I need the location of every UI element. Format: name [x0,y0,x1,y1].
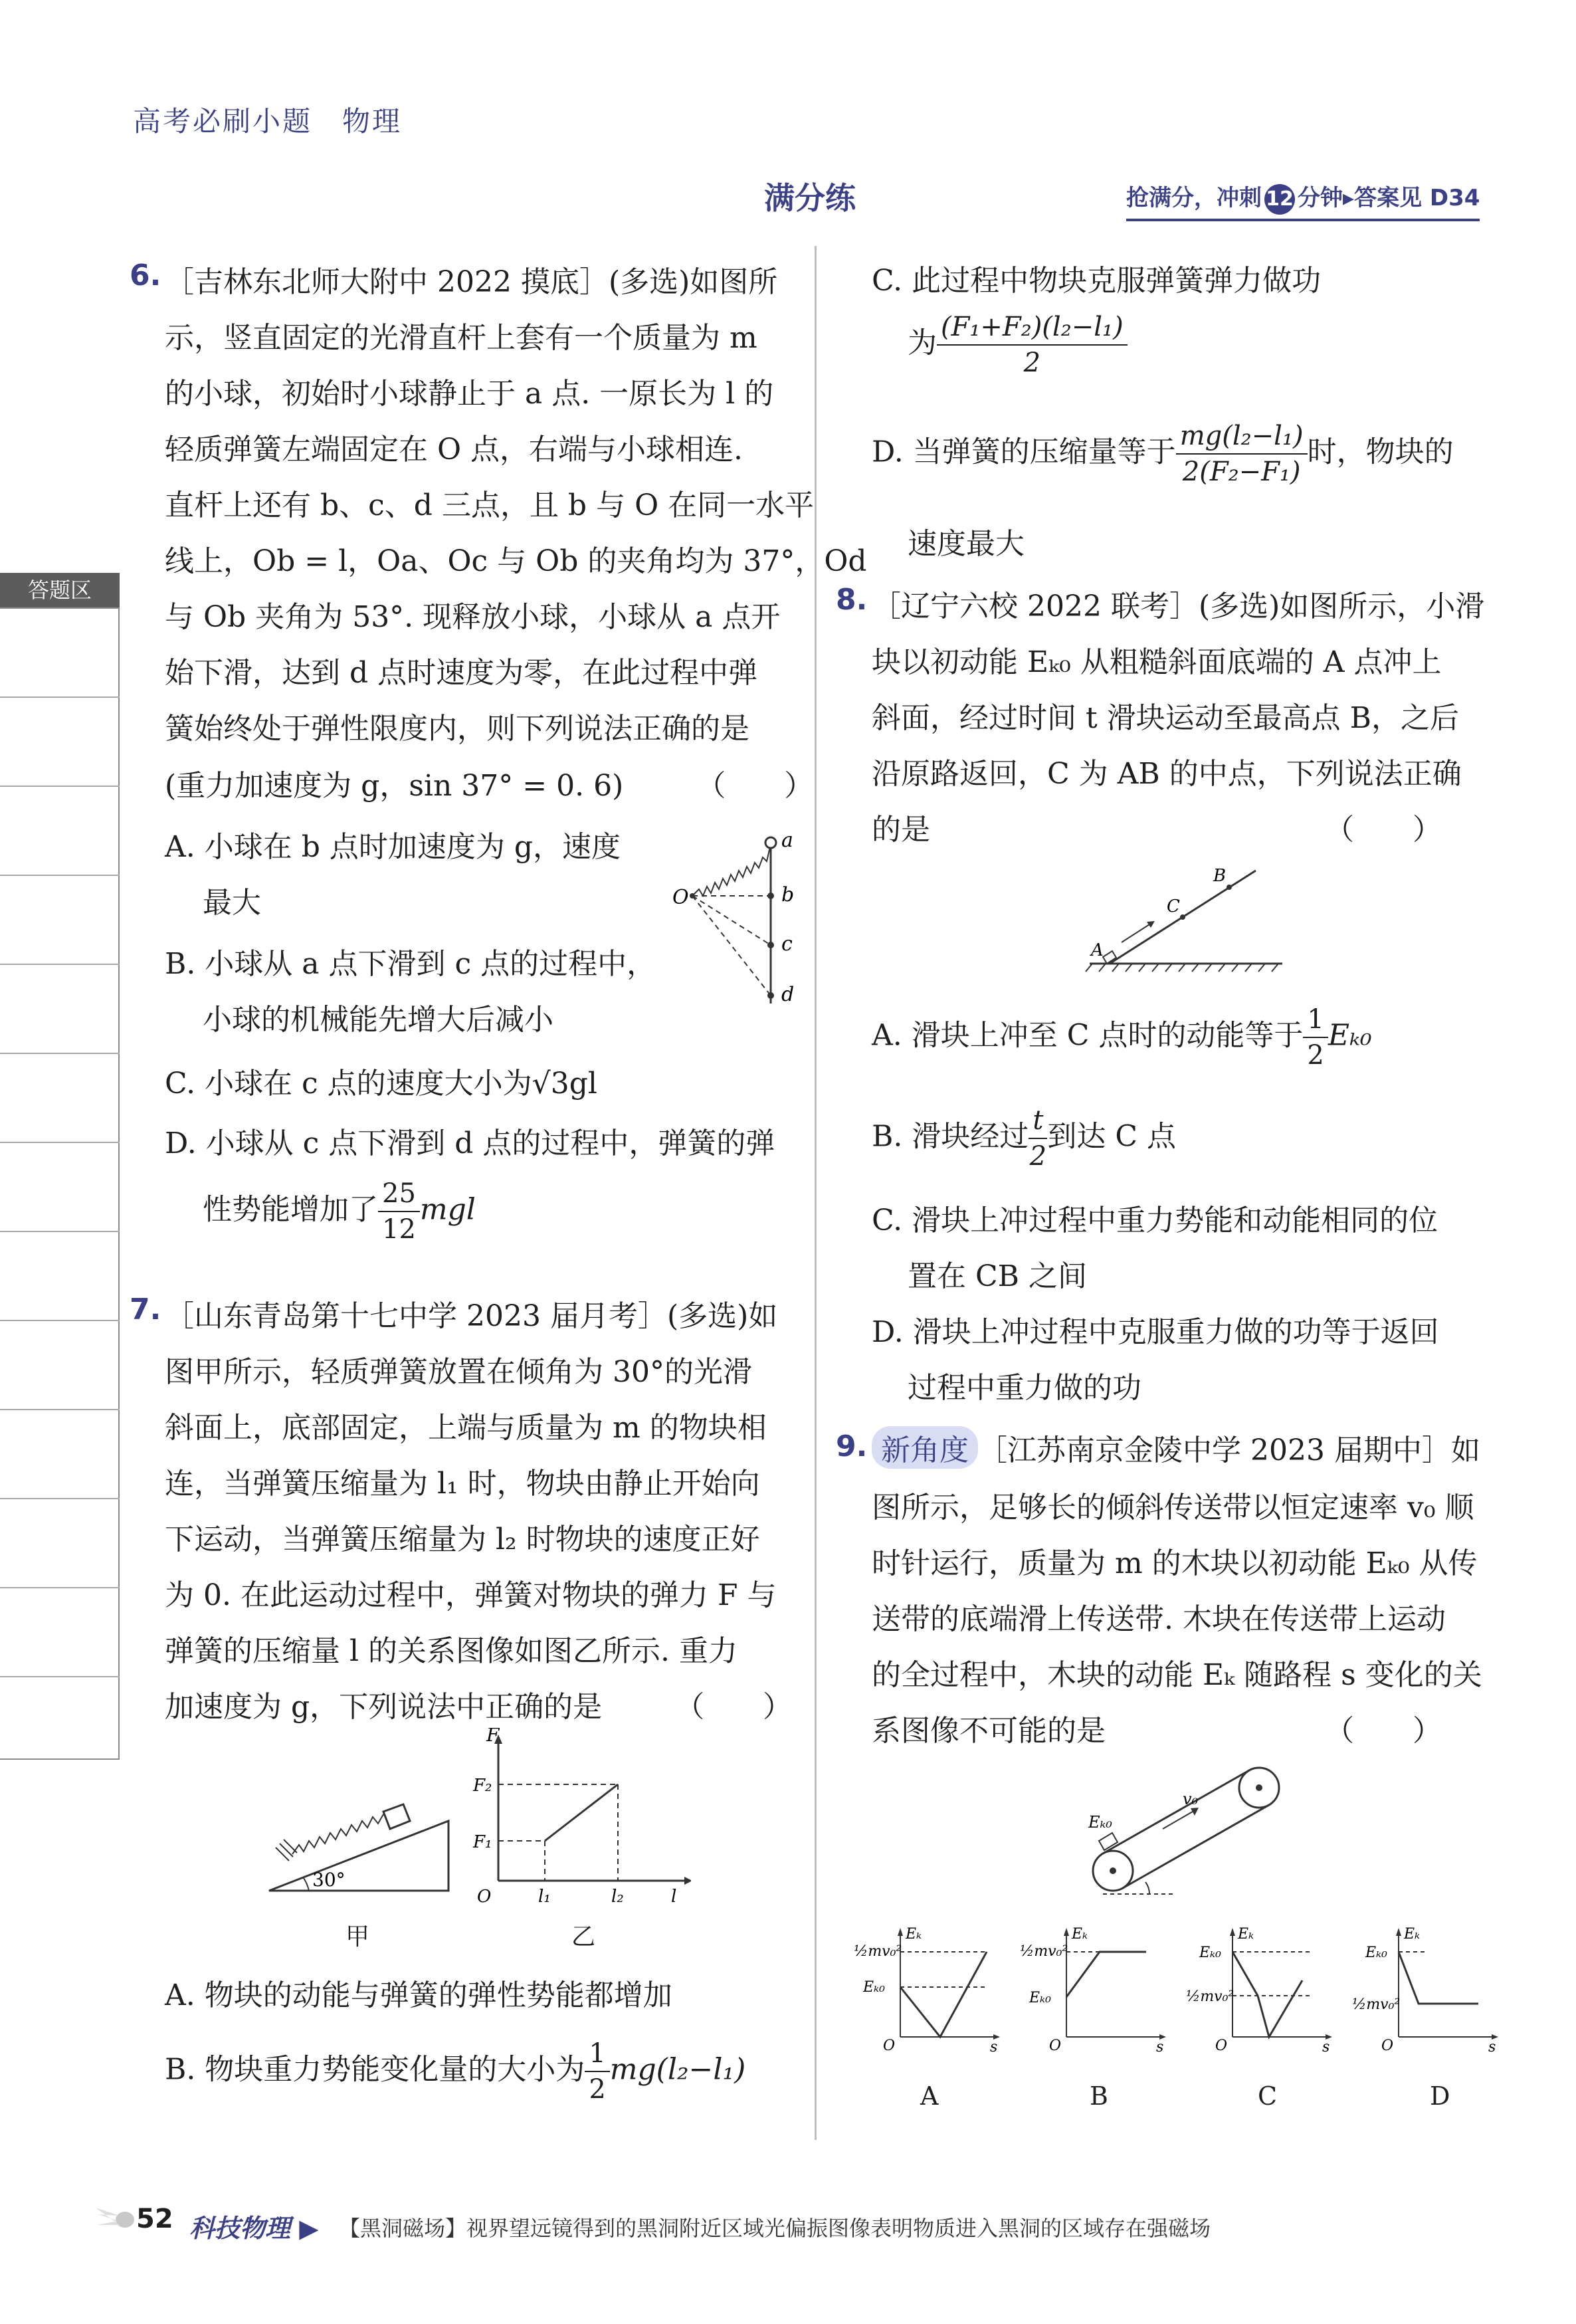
answer-area-rule [0,1320,120,1321]
option-a[interactable] [872,1002,1372,1073]
answer-area-rule [0,964,120,965]
y-label-mid: ½mv₀² [1186,1988,1234,2005]
question-text-line: 图甲所示，轻质弹簧放置在倾角为 30°的光滑 [165,1355,752,1389]
label-d: d [781,983,795,1006]
question-text-line: 送带的底端滑上传送带. 木块在传送带上运动 [872,1602,1446,1636]
origin: O [1049,2038,1062,2054]
option-d-cont [203,1176,476,1247]
column-divider [815,246,817,2140]
question-text-line: 弹簧的压缩量 l 的关系图像如图乙所示. 重力 [165,1634,738,1668]
question-text-line: 与 Ob 夹角为 53°. 现释放小球，小球从 a 点开 [165,600,781,634]
origin: O [1215,2038,1228,2054]
graph-a [854,1924,1007,2054]
fraction: $\frac{1}{2}$ [1303,1002,1328,1073]
dashed-od [692,896,771,996]
option-d-cont: 速度最大 [908,527,1025,561]
question-text-line: 加速度为 g，下列说法中正确的是 （ ） [165,1690,793,1724]
graph-a-label[interactable]: A [920,2081,939,2111]
minutes-badge: 12 [1264,184,1295,215]
axis-ek: Eₖ [1404,1926,1421,1943]
dashed-oc [692,896,771,945]
axis-f: F [486,1728,500,1746]
axis-l: l [671,1887,677,1907]
option-c-cont: 置在 CB 之间 [908,1259,1087,1293]
question-text-line: 的是 （ ） [872,813,1442,847]
option-a-cont: 最大 [203,886,261,920]
fraction: $\frac{\text{(F₁+F₂)(l₂−l₁)}}{2}$ [937,310,1128,380]
answer-area-tab: 答题区 [0,573,120,607]
option-b-cont: 小球的机械能先增大后减小 [203,1003,553,1037]
graph-d [1352,1924,1505,2054]
comet-icon [93,2200,140,2240]
option-c[interactable]: C. 滑块上冲过程中重力势能和动能相同的位 [872,1204,1438,1237]
figure-caption-right: 乙 [571,1923,596,1951]
question-text-line: 连，当弹簧压缩量为 l₁ 时，物块由静止开始向 [165,1467,760,1501]
question-text-line: ［山东青岛第十七中学 2023 届月考］(多选)如 [165,1299,778,1333]
label-b: B [1213,866,1227,886]
option-a[interactable]: A. 小球在 b 点时加速度为 g，速度 [165,830,621,864]
label-origin: O [477,1887,492,1907]
question-text-line: 轻质弹簧左端固定在 O 点，右端与小球相连. [165,433,743,467]
y-label-mid: ½mv₀² [1352,1996,1401,2013]
label-a: a [781,829,793,852]
graph-d-label[interactable]: D [1430,2081,1450,2111]
label-b: b [781,883,795,906]
fraction: $\frac{\text{mg(l₂−l₁)}}{\text{2(F₂−F₁)}}$ [1176,419,1308,489]
label-o: O [672,886,689,909]
axis-s: s [1488,2039,1496,2054]
option-a-prefix: A. 滑块上冲至 C 点时的动能等于 [872,1018,1304,1053]
figure-caption-left: 甲 [345,1923,370,1951]
answer-area-rule [0,1498,120,1499]
option-c[interactable]: C. 小球在 c 点的速度大小为√3gl [165,1067,597,1101]
option-d[interactable] [872,419,1454,489]
graph-c-label[interactable]: C [1258,2081,1278,2111]
ek-curve [900,1952,987,2037]
point-c [767,942,774,948]
question-text-line: (重力加速度为 g，sin 37° = 0. 6) （ ） [165,769,814,803]
question-text-line: 线上，Ob = l，Oa、Oc 与 Ob 的夹角均为 37°，Od [165,544,867,578]
y-label-top: ½mv₀² [1020,1943,1068,1960]
question-text-line: 簧始终处于弹性限度内，则下列说法正确的是 [165,712,749,746]
answer-area-rule [0,1053,120,1054]
section-title: 满分练 [764,180,856,216]
option-b[interactable]: B. 小球从 a 点下滑到 c 点的过程中， [165,947,656,981]
question-number: 9. [836,1429,868,1463]
question-text-line: 斜面上，底部固定，上端与质量为 m 的物块相 [165,1411,767,1445]
meta-prefix: 抢满分，冲刺 [1126,185,1262,211]
axis-s: s [990,2039,998,2054]
question-text-line: 沿原路返回，C 为 AB 的中点，下列说法正确 [872,757,1462,791]
y-label-top: ½mv₀² [854,1943,902,1960]
footer-brand: 科技物理 ▶ [189,2214,319,2243]
point-o [690,893,695,898]
question-text-line: 为 0. 在此运动过程中，弹簧对物块的弹力 F 与 [165,1578,777,1612]
point-b [767,893,774,899]
option-d-prefix: D. 当弹簧的压缩量等于 [872,435,1176,469]
y-label-mid: Eₖ₀ [863,1979,885,1996]
option-d-cont: 过程中重力做的功 [908,1371,1141,1405]
graph-b [1020,1924,1173,2054]
y-label-top: Eₖ₀ [1199,1945,1221,1961]
q6-figure [664,817,804,1017]
q7-figure-incline [262,1768,462,1901]
option-b-suffix: 到达 C 点 [1047,1119,1177,1154]
ek-curve [1066,1952,1146,1997]
axis-ek: Eₖ [1238,1926,1254,1943]
fraction: $\frac{1}{2}$ [585,2036,609,2107]
option-b[interactable] [872,1103,1176,1174]
label-f2: F₂ [473,1776,492,1796]
answer-area-rule [0,786,120,787]
q7-figure-graph [472,1728,691,1907]
answer-area-rule [0,1142,120,1143]
axis-ek: Eₖ [1072,1926,1088,1943]
header-title: 高考必刷小题 物理 [133,105,403,138]
question-first-line: 新角度 ［江苏南京金陵中学 2023 届期中］如 [872,1426,1480,1469]
option-d-suffix: 时，物块的 [1307,435,1454,469]
section-meta [1126,179,1480,221]
answer-area-rule [0,1587,120,1588]
question-text-line: 斜面，经过时间 t 滑块运动至最高点 B，之后 [872,701,1459,735]
force-line [545,1784,618,1841]
question-text-line: 的小球，初始时小球静止于 a 点. 一原长为 l 的 [165,377,774,411]
ek-curve [1232,1952,1302,2037]
angle-label: 30° [312,1869,345,1891]
point-d [767,992,774,999]
answer-area-rule [0,1231,120,1232]
answer-area-rule [0,696,120,698]
option-c[interactable]: C. 此过程中物块克服弹簧弹力做功 [872,264,1322,298]
label-l1: l₁ [538,1887,551,1907]
question-text-line: 始下滑，达到 d 点时速度为零，在此过程中弹 [165,656,758,690]
option-d[interactable]: D. 滑块上冲过程中克服重力做的功等于返回 [872,1315,1439,1349]
axis-s: s [1156,2039,1164,2054]
question-text-line: 示，竖直固定的光滑直杆上套有一个质量为 m [165,321,757,355]
label-l2: l₂ [611,1887,624,1907]
question-text-line: 图所示，足够长的倾斜传送带以恒定速率 v₀ 顺 [872,1491,1474,1525]
meta-suffix: 分钟▸答案见 D34 [1298,185,1480,211]
q8-figure [1083,857,1289,977]
option-d-suffix: mgl [419,1192,476,1227]
label-c: c [781,932,793,956]
spring [292,1814,383,1854]
option-d[interactable]: D. 小球从 c 点下滑到 d 点的过程中，弹簧的弹 [165,1126,775,1160]
axis-s: s [1322,2039,1330,2054]
question-text-line: 直杆上还有 b、c、d 三点，且 b 与 O 在同一水平 [165,488,815,522]
page-number: 52 [136,2204,173,2234]
question-text-line: 的全过程中，木块的动能 Eₖ 随路程 s 变化的关 [872,1658,1482,1692]
option-a-suffix: Eₖ₀ [1328,1018,1372,1053]
label-a: A [1091,940,1104,960]
label-c: C [1167,897,1180,916]
option-c-prefix: 为 [908,326,937,360]
y-label-top: Eₖ₀ [1365,1945,1387,1961]
block [383,1804,410,1829]
option-b-prefix: B. 滑块经过 [872,1119,1029,1154]
question-text-line: 块以初动能 Eₖ₀ 从粗糙斜面底端的 A 点冲上 [872,645,1442,679]
option-d-prefix: 性势能增加了 [203,1192,378,1227]
answer-area-rule [0,1409,120,1410]
new-angle-tag: 新角度 [872,1426,978,1469]
answer-area-rule [0,1676,120,1677]
answer-area-rule [0,875,120,876]
spring [692,844,771,896]
label-v0: v₀ [1183,1790,1199,1808]
axis-ek: Eₖ [906,1926,922,1943]
label-f1: F₁ [473,1832,492,1852]
option-b-prefix: B. 物块重力势能变化量的大小为 [165,2052,585,2087]
graph-c [1186,1924,1339,2054]
ball [765,837,776,848]
question-number: 7. [130,1293,161,1326]
question-text-line: ［吉林东北师大附中 2022 摸底］(多选)如图所 [165,265,778,299]
incline [269,1821,448,1891]
question-text-line: 时针运行，质量为 m 的木块以初动能 Eₖ₀ 从传 [872,1546,1478,1580]
graph-b-label[interactable]: B [1090,2081,1108,2111]
option-b-suffix: mg(l₂−l₁) [609,2052,746,2087]
fraction: $\frac{25}{12}$ [378,1176,420,1247]
q9-figure-belt [1076,1754,1296,1907]
option-b[interactable] [165,2036,745,2107]
origin: O [1381,2038,1394,2054]
option-c-cont [908,310,1128,380]
fraction: $\frac{t}{2}$ [1029,1103,1047,1174]
y-label-mid: Eₖ₀ [1029,1990,1051,2006]
question-number: 8. [836,583,868,617]
label-ek0: Eₖ₀ [1088,1813,1112,1832]
option-a[interactable]: A. 物块的动能与弹簧的弹性势能都增加 [165,1978,672,2012]
ek-curve [1399,1952,1478,2004]
origin: O [883,2038,896,2054]
question-text-line: 下运动，当弹簧压缩量为 l₂ 时物块的速度正好 [165,1523,760,1556]
question-text-line: ［辽宁六校 2022 联考］(多选)如图所示，小滑 [872,589,1485,623]
footer-note: 【黑洞磁场】视界望远镜得到的黑洞附近区域光偏振图像表明物质进入黑洞的区域存在强磁场 [339,2216,1211,2241]
question-number: 6. [130,259,161,292]
question-text-line: 系图像不可能的是 （ ） [872,1714,1442,1748]
